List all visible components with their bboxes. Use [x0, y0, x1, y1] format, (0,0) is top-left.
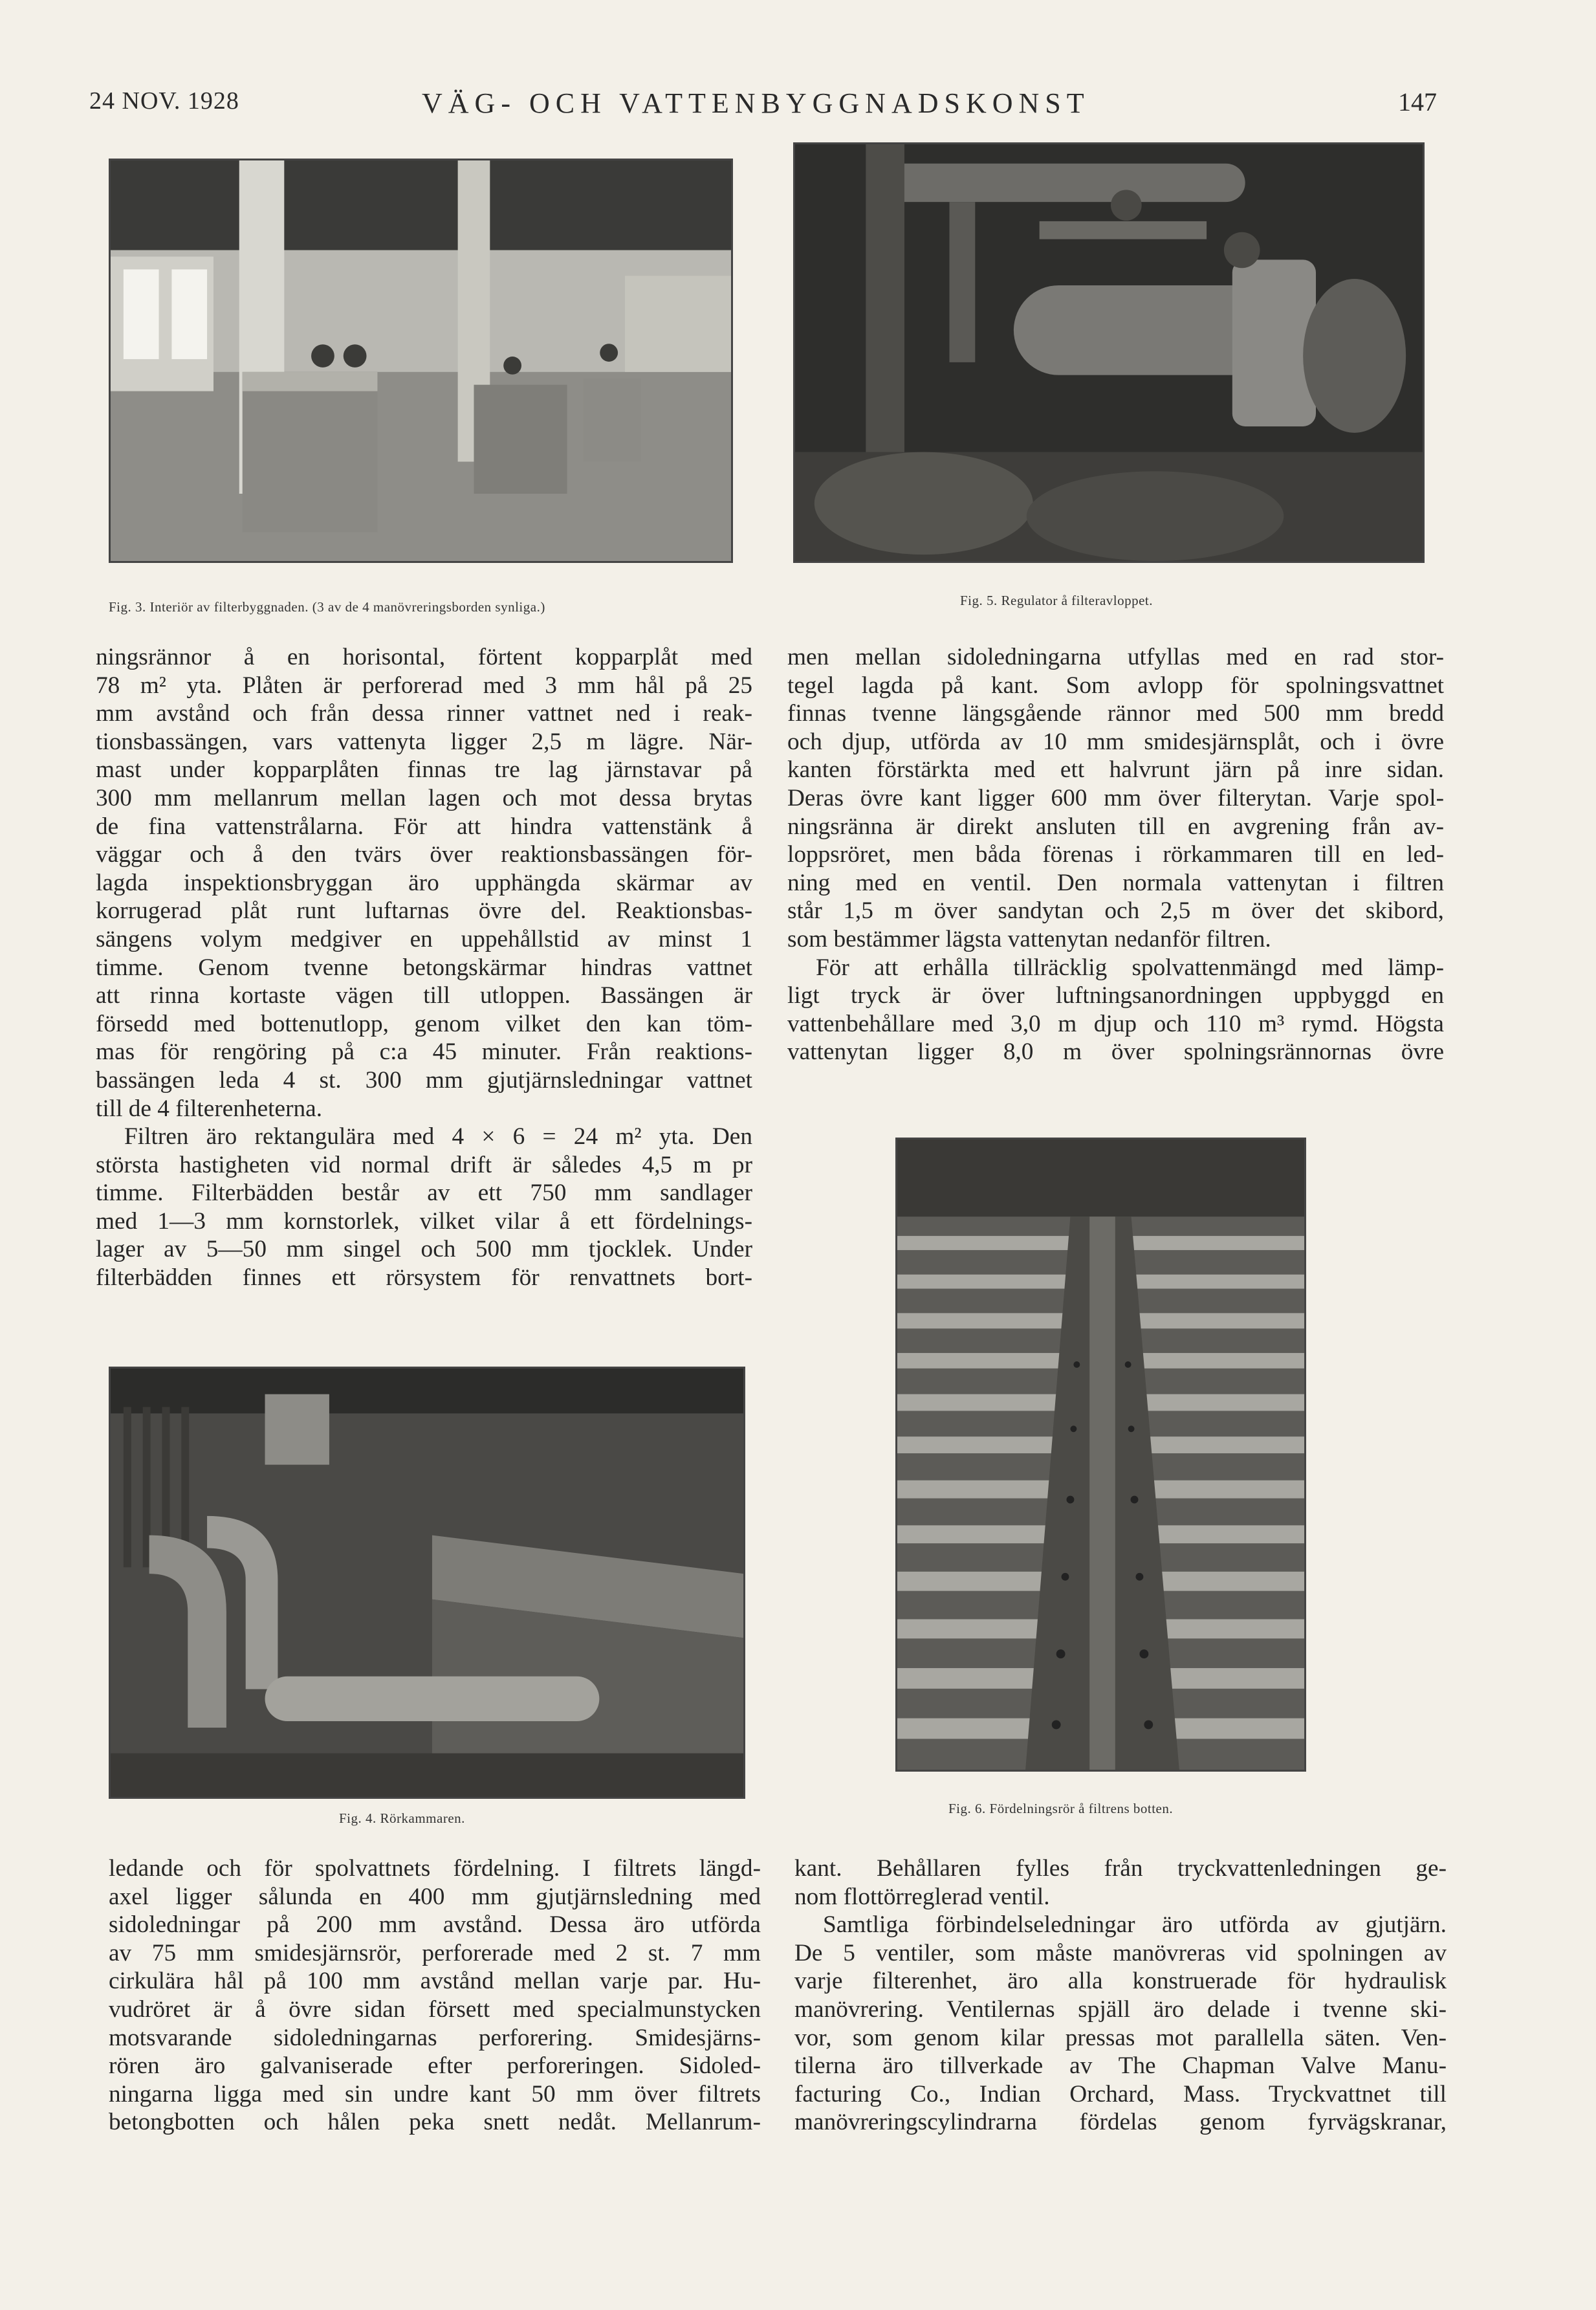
text-line: cirkulära hål på 100 mm avstånd mellan varje par. Hu- [109, 1968, 761, 1995]
text-line: väggar och å den tvärs över reaktionsbassängen för- [96, 841, 752, 868]
text-line: manövrering. Ventilernas spjäll äro delade i tvenne ski- [794, 1996, 1447, 2023]
text-line: timme. Filterbädden består av ett 750 mm sandlager [96, 1180, 752, 1207]
text-line: sidoledningar på 200 mm avstånd. Dessa äro utförda [109, 1911, 761, 1939]
text-line: lagda inspektionsbryggan äro upphängda skärmar av [96, 869, 752, 896]
figure-4-caption: Fig. 4. Rörkammaren. [339, 1810, 465, 1826]
text-line: facturing Co., Indian Orchard, Mass. Tryckvattnet till [794, 2080, 1447, 2107]
journal-title: VÄG- OCH VATTENBYGGNADSKONST [422, 87, 1090, 119]
text-line: motsvarande sidoledningarnas perforering. Smidesjärns- [109, 2024, 761, 2051]
text-line: mast under kopparplåten finnas tre lag järnstavar på [96, 756, 752, 784]
text-line: 300 mm mellanrum mellan lagen och mot dessa brytas [96, 784, 752, 811]
text-line: vor, som genom kilar pressas mot parallella säten. Ven- [794, 2024, 1447, 2051]
text-line: och djup, utförda av 10 mm smidesjärnsplåt, och i övre [787, 728, 1444, 755]
text-line: ledande och för spolvattnets fördelning. I filtrets längd- [109, 1855, 761, 1882]
page-number: 147 [1398, 87, 1437, 116]
text-line: tionsbassängen, vars vattenyta ligger 2,5 m lägre. När- [96, 728, 752, 755]
text-line: betongbotten och hålen peka snett nedåt. Mellanrum- [109, 2109, 761, 2136]
text-line: med 1—3 mm kornstorlek, vilket vilar å ett fördelnings- [96, 1207, 752, 1235]
text-line: Deras övre kant ligger 600 mm över filterytan. Varje spol- [787, 784, 1444, 811]
text-line: kant. Behållaren fylles från tryckvattenledningen ge- [794, 1855, 1447, 1882]
figure-5-caption: Fig. 5. Regulator å filteravloppet. [960, 593, 1153, 608]
text-line: ning med en ventil. Den normala vattenytan i filtren [787, 869, 1444, 896]
text-column-left-top [96, 643, 752, 1292]
text-line: timme. Genom tvenne betongskärmar hindras vattnet [96, 954, 752, 981]
text-line: tegel lagda på kant. Som avlopp för spolningsvattnet [787, 672, 1444, 699]
text-line: ningsrännor å en horisontal, förtent kopparplåt med [96, 644, 752, 670]
text-line: kanten förstärkta med ett halvrunt järn på inre sidan. [787, 756, 1444, 784]
text-line: vattenbehållare med 3,0 m djup och 110 m³ rymd. Högsta [787, 1010, 1444, 1037]
text-line: rören äro galvaniserade efter perforeringen. Sidoled- [109, 2052, 761, 2080]
text-line: mm avstånd och från dessa rinner vattnet ned i reak- [96, 700, 752, 727]
text-line: korrugerad plåt runt luftarnas övre del. Reaktionsbas- [96, 897, 752, 925]
text-line: Filtren äro rektangulära med 4 × 6 = 24 m² yta. Den [124, 1123, 752, 1150]
text-line: att rinna kortaste vägen till utloppen. Bassängen är [96, 982, 752, 1009]
text-line: finnas tvenne längsgående rännor med 500 mm bredd [787, 700, 1444, 727]
text-line: nom flottörreglerad ventil. [794, 1883, 1050, 1910]
text-line: varje filterenhet, äro alla konstruerade för hydraulisk [794, 1968, 1447, 1995]
text-line: axel ligger sålunda en 400 mm gjutjärnsledning med [109, 1883, 761, 1910]
text-line: försedd med bottenutlopp, genom vilket den kan töm- [96, 1010, 752, 1037]
text-line: 78 m² yta. Plåten är perforerad med 3 mm hål på 25 [96, 672, 752, 699]
text-line: ningarna ligga med sin undre kant 50 mm över filtrets [109, 2080, 761, 2107]
text-line: vudröret är å övre sidan försett med specialmunstycken [109, 1996, 761, 2023]
figure-6-photo [895, 1138, 1306, 1772]
text-line: För att erhålla tillräcklig spolvattenmängd med lämp- [816, 954, 1444, 981]
text-line: lager av 5—50 mm singel och 500 mm tjocklek. Under [96, 1236, 752, 1263]
text-line: filterbädden finnes ett rörsystem för renvattnets bort- [96, 1264, 752, 1292]
figure-4-photo [109, 1367, 745, 1799]
text-line: sängens volym medgiver en uppehållstid av minst 1 [96, 925, 752, 952]
text-line: de fina vattenstrålarna. För att hindra vattenstänk å [96, 813, 752, 840]
text-line: loppsröret, men båda förenas i rörkammaren till en led- [787, 841, 1444, 868]
text-line: men mellan sidoledningarna utfyllas med en rad stor- [787, 644, 1444, 670]
text-column-left-bottom [109, 1854, 761, 2137]
text-line: största hastigheten vid normal drift är således 4,5 m pr [96, 1151, 752, 1178]
text-line: mas för rengöring på c:a 45 minuter. Från reaktions- [96, 1039, 752, 1066]
text-line: till de 4 filterenheterna. [96, 1095, 323, 1122]
text-column-right-bottom [794, 1854, 1447, 2137]
text-line: står 1,5 m över sandytan och 2,5 m över det skibord, [787, 897, 1444, 925]
issue-date: 24 NOV. 1928 [89, 87, 239, 115]
figure-3-photo [109, 159, 733, 563]
text-line: manövreringscylindrarna fördelas genom fyrvägskranar, [794, 2109, 1447, 2136]
text-line: De 5 ventiler, som måste manövreras vid spolningen av [794, 1939, 1447, 1966]
text-line: Samtliga förbindelseledningar äro utförda av gjutjärn. [823, 1911, 1447, 1939]
text-line: vattenytan ligger 8,0 m över spolningsrännornas övre [787, 1039, 1444, 1066]
figure-3-caption: Fig. 3. Interiör av filterbyggnaden. (3 av de 4 manövreringsborden synliga.) [109, 599, 545, 615]
text-line: ningsränna är direkt ansluten till en avgrening från av- [787, 813, 1444, 840]
text-column-right-top [787, 643, 1444, 1066]
text-line: av 75 mm smidesjärnsrör, perforerade med 2 st. 7 mm [109, 1939, 761, 1966]
text-line: som bestämmer lägsta vattenytan nedanför filtren. [787, 925, 1271, 952]
text-line: ligt tryck är över luftningsanordningen uppbyggd en [787, 982, 1444, 1009]
figure-6-caption: Fig. 6. Fördelningsrör å filtrens botten. [948, 1801, 1174, 1816]
text-line: tilerna äro tillverkade av The Chapman Valve Manu- [794, 2052, 1447, 2080]
text-line: bassängen leda 4 st. 300 mm gjutjärnsledningar vattnet [96, 1066, 752, 1094]
figure-5-photo [793, 142, 1425, 563]
